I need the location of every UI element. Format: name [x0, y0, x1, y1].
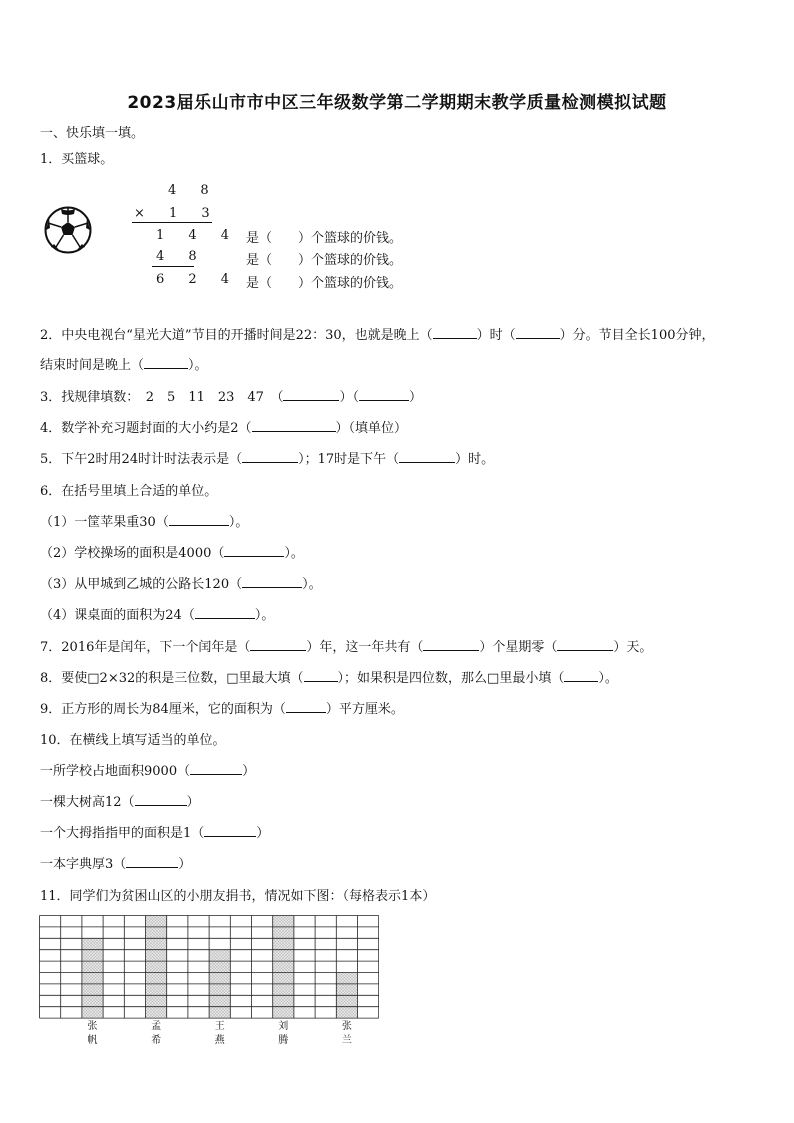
x-tick-label	[210, 1020, 230, 1048]
q6-item-text: （1）一筐苹果重30（	[40, 515, 169, 530]
q2-text-d: 结束时间是晚上（	[40, 358, 145, 373]
q9-text-a: 9．正方形的周长为84厘米，它的面积为（	[40, 702, 286, 717]
question-5	[40, 448, 494, 467]
q10-item-end: ）	[242, 764, 256, 779]
q6-item-end: ）。	[228, 515, 249, 530]
question-4	[40, 417, 407, 436]
calc-divider	[152, 266, 194, 267]
q4-text-a: 4．数学补充习题封面的大小约是2（	[40, 421, 252, 436]
blank[interactable]	[399, 450, 455, 463]
x-tick-char: 刘	[278, 1021, 289, 1032]
q6-item-text: （4）课桌面的面积为24（	[40, 608, 195, 623]
q5-text-b: ）；17时是下午（	[298, 452, 400, 467]
q10-item-end: ）	[256, 826, 270, 841]
blank[interactable]	[242, 450, 298, 463]
bar-2	[146, 916, 167, 1019]
calc-result: 6 2 4	[156, 272, 240, 287]
x-tick-char: 王	[214, 1021, 225, 1032]
q9-text-b: ）平方厘米。	[325, 702, 404, 717]
q6-item-end: ）。	[302, 577, 322, 592]
blank[interactable]	[304, 669, 338, 682]
question-9	[40, 698, 404, 717]
q6-item-end: ）。	[254, 608, 275, 623]
answer-line-2[interactable]: 是（ ）个篮球的价钱。	[246, 253, 403, 268]
q2-text-a: 2．中央电视台“星光大道”节目的开播时间是22：30，也就是晚上（	[40, 328, 433, 343]
question-6-item	[40, 511, 248, 530]
q3-text-a: 3．找规律填数： 2 5 11 23 47 （	[40, 390, 284, 405]
q4-text-b: ）（填单位）	[335, 421, 408, 436]
q8-text-b: ）；如果积是四位数，那么□里最小填（	[337, 671, 565, 686]
blank[interactable]	[135, 793, 187, 806]
page-title: 2023届乐山市市中区三年级数学第二学期期末教学质量检测模拟试题	[127, 93, 667, 113]
q10-item-end: ）	[186, 795, 200, 810]
q10-item-text: 一棵大树高12（	[40, 795, 135, 810]
calc-divider	[132, 222, 212, 223]
q7-text-d: ）天。	[613, 640, 653, 655]
answer-line-1[interactable]: 是（ ）个篮球的价钱。	[246, 231, 403, 246]
x-tick-label	[273, 1020, 293, 1048]
blank[interactable]	[423, 638, 479, 651]
question-6-label: 6．在括号里填上合适的单位。	[40, 484, 218, 499]
x-tick-char: 张	[87, 1021, 98, 1032]
blank[interactable]	[557, 638, 613, 651]
blank[interactable]	[433, 326, 477, 339]
x-tick-char: 腾	[278, 1035, 289, 1046]
x-tick-char: 张	[341, 1021, 352, 1032]
bar-4	[273, 916, 294, 1019]
q8-text-c: ）。	[598, 671, 618, 686]
x-tick-label	[146, 1020, 166, 1048]
blank[interactable]	[126, 855, 178, 868]
question-3	[40, 386, 422, 405]
x-tick-label	[337, 1020, 357, 1048]
calc-multiplier: × 1 3	[134, 206, 220, 221]
blank[interactable]	[224, 544, 284, 557]
calc-partial-2: 4 8	[156, 249, 207, 264]
blank[interactable]	[144, 356, 188, 369]
question-6-item	[40, 604, 274, 623]
blank[interactable]	[204, 824, 256, 837]
q2-text-e: ）。	[188, 358, 208, 373]
bar-1	[82, 938, 103, 1018]
calc-partial-1: 1 4 4	[156, 228, 240, 243]
blank[interactable]	[250, 638, 306, 651]
q8-text-a: 8．要使□2×32的积是三位数，□里最大填（	[40, 671, 304, 686]
blank[interactable]	[286, 700, 326, 713]
q3-text-c: ）	[408, 390, 422, 405]
q2-text-c: ）分。节目全长100分钟，	[559, 328, 715, 343]
q10-item-end: ）	[178, 857, 192, 872]
blank[interactable]	[283, 388, 339, 401]
question-2-cont	[40, 354, 208, 373]
x-tick-char: 帆	[87, 1035, 98, 1046]
question-2	[40, 324, 715, 343]
blank[interactable]	[195, 606, 255, 619]
q5-text-a: 5．下午2时用24时计时法表示是（	[40, 452, 243, 467]
x-tick-char: 希	[151, 1035, 162, 1046]
question-10-item	[40, 822, 269, 841]
x-tick-label	[83, 1020, 103, 1048]
q7-text-a: 7．2016年是闰年，下一个闰年是（	[40, 640, 251, 655]
q5-text-c: ）时。	[455, 452, 495, 467]
q6-item-text: （2）学校操场的面积是4000（	[40, 546, 225, 561]
q10-item-text: 一个大拇指指甲的面积是1（	[40, 826, 205, 841]
blank[interactable]	[169, 513, 229, 526]
blank[interactable]	[242, 575, 302, 588]
question-1-label: 1．买篮球。	[40, 152, 114, 167]
q2-text-b: ）时（	[476, 328, 516, 343]
question-10-item	[40, 760, 255, 779]
q6-item-text: （3）从甲城到乙城的公路长120（	[40, 577, 243, 592]
q7-text-b: ）年，这一年共有（	[306, 640, 424, 655]
book-donation-chart	[39, 915, 379, 1019]
question-6-item	[40, 573, 322, 592]
question-8	[40, 667, 618, 686]
question-6-item	[40, 542, 304, 561]
x-tick-char: 燕	[214, 1035, 225, 1046]
blank[interactable]	[564, 669, 598, 682]
blank[interactable]	[516, 326, 560, 339]
blank[interactable]	[252, 419, 336, 432]
q6-item-end: ）。	[284, 546, 304, 561]
q10-item-text: 一所学校占地面积9000（	[40, 764, 191, 779]
soccer-ball-icon	[44, 206, 92, 254]
blank[interactable]	[359, 388, 409, 401]
calc-multiplicand: 4 8	[168, 183, 219, 198]
q10-item-text: 一本字典厚3（	[40, 857, 127, 872]
question-11-label: 11．同学们为贫困山区的小朋友捐书，情况如下图：（每格表示1本）	[40, 889, 436, 904]
q3-text-b: ）（	[339, 390, 359, 405]
question-10-label: 10．在横线上填写适当的单位。	[40, 733, 226, 748]
question-7	[40, 636, 652, 655]
question-10-item	[40, 853, 191, 872]
blank[interactable]	[190, 762, 242, 775]
question-10-item	[40, 791, 200, 810]
x-tick-char: 兰	[341, 1035, 352, 1046]
answer-line-3[interactable]: 是（ ）个篮球的价钱。	[246, 276, 403, 291]
section-heading: 一、快乐填一填。	[40, 126, 145, 141]
x-tick-char: 孟	[151, 1021, 162, 1032]
q7-text-c: ）个星期零（	[479, 640, 558, 655]
